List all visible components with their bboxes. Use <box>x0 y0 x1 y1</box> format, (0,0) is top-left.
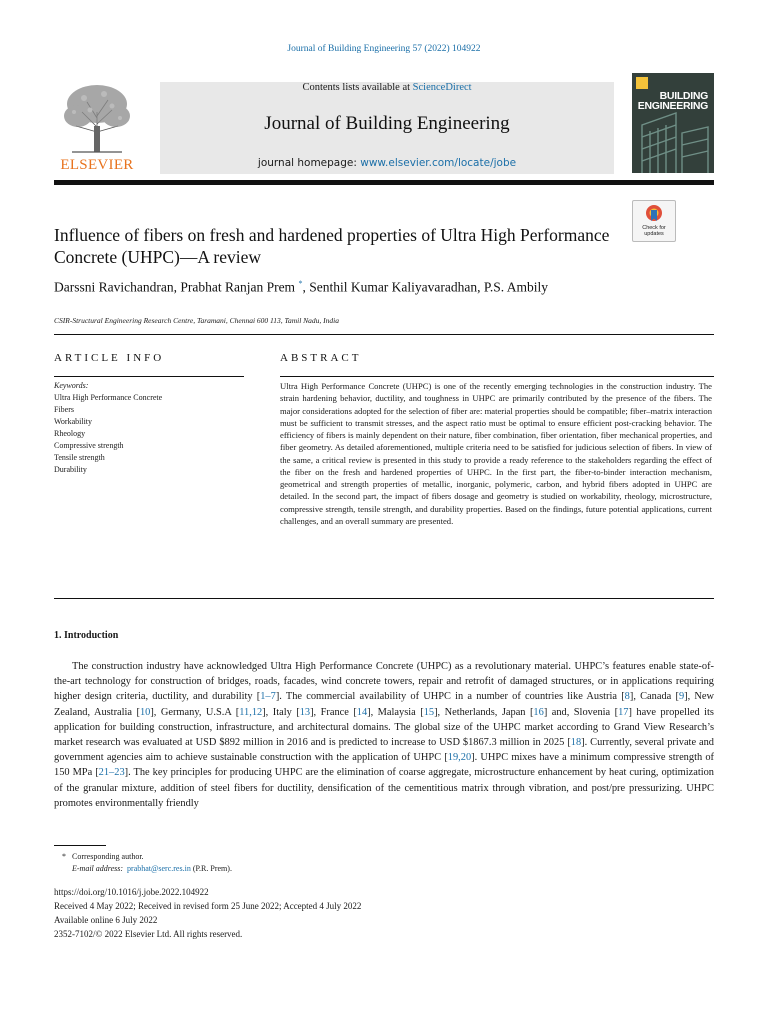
keywords-rule <box>54 376 244 377</box>
author-email-link[interactable]: prabhat@serc.res.in <box>127 864 191 873</box>
keywords-label: Keywords: <box>54 381 89 390</box>
check-for-updates-button[interactable] <box>632 200 676 242</box>
reference-link[interactable]: 17 <box>618 706 629 718</box>
keyword-item: Durability <box>54 465 87 474</box>
corresponding-author-mark[interactable]: * <box>298 279 303 288</box>
email-note <box>54 863 654 875</box>
sciencedirect-link[interactable]: ScienceDirect <box>412 82 472 93</box>
article-info-heading: ARTICLE INFO <box>54 352 165 364</box>
reference-link[interactable]: 10 <box>139 706 151 718</box>
email-label: E-mail address: <box>72 864 124 873</box>
abstract-rule <box>280 376 714 377</box>
keyword-item: Workability <box>54 417 93 426</box>
intro-text-segment: ], Germany, U.S.A [ <box>150 706 240 718</box>
article-title: Influence of fibers on fresh and hardened properties of Ultra High Performance Concrete (UHPC)—A review <box>54 225 610 267</box>
keyword-item: Fibers <box>54 405 74 414</box>
footnote-mark: * <box>62 852 66 861</box>
reference-link[interactable]: 19,20 <box>447 752 472 764</box>
cover-art <box>632 73 714 173</box>
reference-link[interactable]: 8 <box>624 691 630 703</box>
intro-text-segment: ]. The commercial availability of UHPC in a number of countries like Austria [ <box>275 691 625 703</box>
copyright-notice: 2352-7102/© 2022 Elsevier Ltd. All rights reserved. <box>54 929 243 939</box>
intro-text-segment: ], Italy [ <box>262 706 300 718</box>
introduction-heading: 1. Introduction <box>54 630 119 641</box>
corresponding-author-note <box>54 851 654 863</box>
abstract-text: Ultra High Performance Concrete (UHPC) is one of the recently emerging technologies in the construction industry. The strain hardening behavior, ductility, and toughness in UHPC are primarily contributed by the presence of the fibers. The major considerations adopted for the selection of fiber are: material properties should be compatible; fiber–matrix interaction must be sufficient to transmit stresses, and the aspect ratio must be optimal to ensure efficient post-cracking behavior. The efficiency of fibers is mainly dependent on their nature, fiber combination, fiber orientation, fiber mechanical properties, and fiber geometry. As detailed aforementioned, multiple criteria need to be satisfied for judicious selection of fibers. In view of the same, a critical review is presented in this study to provide a ready reference to the stakeholders regarding the effect of the fiber on the fresh and hardened properties of UHPC. In the first part, the fiber-to-binder interaction mechanism, geometrical and strength properties of metallic, inorganic, polymeric, carbon, and hybrid fibers adopted in UHPC are detailed. In the second part, the impact of fibers dosage and geometry is studied on workability, rheology, microstructure, compressive strength, tensile strength, and durability properties. Based on the findings, future potential applications, current challenges, and an overall summary are presented. <box>280 381 712 526</box>
reference-link[interactable]: 18 <box>570 737 582 749</box>
author-list <box>54 274 614 297</box>
keyword-item: Rheology <box>54 429 86 438</box>
journal-cover-image[interactable] <box>632 73 714 173</box>
journal-homepage-link[interactable]: www.elsevier.com/locate/jobe <box>360 157 517 169</box>
elsevier-wordmark: ELSEVIER <box>60 157 134 173</box>
keyword-item: Tensile strength <box>54 453 105 462</box>
keyword-item: Ultra High Performance Concrete <box>54 393 163 402</box>
check-updates-label: Check for updates <box>642 225 666 237</box>
footnote-rule <box>54 845 106 846</box>
contents-line <box>160 82 614 93</box>
divider-above-info <box>54 334 714 335</box>
intro-text-segment: ]. The key principles for producing UHPC are the elimination of coarse aggregate, microstructure enhancement by heat curing, optimization of the granular mixture, addition of steel fibers for ductility, densification of the cementitious matrix through vibration, and post/pre pressurizing. UHPC promotes environmentally friendly <box>54 767 714 809</box>
introduction-paragraph <box>54 659 714 811</box>
intro-text-segment: ], Netherlands, Japan [ <box>434 706 534 718</box>
header-divider <box>54 180 714 185</box>
journal-citation-link[interactable]: Journal of Building Engineering 57 (2022) 104922 <box>287 44 481 54</box>
intro-text-segment: ] and, Slovenia [ <box>543 706 619 718</box>
keywords-block <box>54 380 254 476</box>
check-updates-icon <box>645 204 663 224</box>
cover-title <box>638 91 708 111</box>
reference-link[interactable]: 14 <box>356 706 368 718</box>
contents-prefix: Contents lists available at <box>302 82 413 93</box>
reference-link[interactable]: 13 <box>299 706 311 718</box>
intro-text-segment: ], New Zealand, Australia [ <box>54 691 715 718</box>
authors-part-2: , Senthil Kumar Kaliyavaradhan, P.S. Ambily <box>302 279 549 295</box>
reference-link[interactable]: 1–7 <box>260 691 276 703</box>
reference-link[interactable]: 21–23 <box>98 767 125 779</box>
available-online-date: Available online 6 July 2022 <box>54 915 158 925</box>
intro-text-segment: ], France [ <box>310 706 357 718</box>
journal-title: Journal of Building Engineering <box>264 113 510 134</box>
email-suffix: (P.R. Prem). <box>192 864 232 873</box>
received-dates: Received 4 May 2022; Received in revised form 25 June 2022; Accepted 4 July 2022 <box>54 901 362 911</box>
tree-icon <box>54 82 140 154</box>
homepage-prefix: journal homepage: <box>257 157 361 169</box>
corresponding-label: Corresponding author. <box>72 852 144 861</box>
cover-line-1: BUILDING <box>659 90 708 102</box>
reference-link[interactable]: 15 <box>423 706 435 718</box>
reference-link[interactable]: 9 <box>678 691 685 703</box>
intro-text-segment: ] have propelled its application for building construction, infrastructure, and architectural domains. The global size of the UHPC market according to Grand View Research’s market research was evaluated at USD $892 million in 2016 and is predicted to increase to USD $1867.3 million in 2025 [ <box>54 706 714 749</box>
divider-below-abstract <box>54 598 714 599</box>
intro-text-segment: The construction industry have acknowledged Ultra High Performance Concrete (UHPC) as a revolutionary material. UHPC’s features enable state-of-the-art technology for construction of bridges, roads, facades, wind concrete towers, repair and retrofit of damaged structures, or in applications requiring higher design criteria, ductility, and durability [ <box>54 661 714 703</box>
reference-link[interactable]: 16 <box>533 706 544 718</box>
intro-text-segment: ]. Currently, several private and government agencies aim to achieve sustainable construction with the application of UHPC [ <box>54 737 715 764</box>
homepage-line <box>160 157 614 169</box>
abstract-heading: ABSTRACT <box>280 352 362 364</box>
reference-link[interactable]: 11,12 <box>239 706 263 718</box>
keyword-item: Compressive strength <box>54 441 124 450</box>
doi-link[interactable]: https://doi.org/10.1016/j.jobe.2022.104922 <box>54 887 209 897</box>
intro-text-segment: ], Canada [ <box>629 691 679 703</box>
affiliation: CSIR-Structural Engineering Research Centre, Taramani, Chennai 600 113, Tamil Nadu, India <box>54 316 339 325</box>
cover-line-2: ENGINEERING <box>637 100 708 112</box>
intro-text-segment: ], Malaysia [ <box>367 706 424 718</box>
authors-part-1: Darssni Ravichandran, Prabhat Ranjan Prem <box>54 279 299 295</box>
intro-text-segment: ]. UHPC mixes have a minimum compressive strength of 150 MPa [ <box>54 752 714 779</box>
